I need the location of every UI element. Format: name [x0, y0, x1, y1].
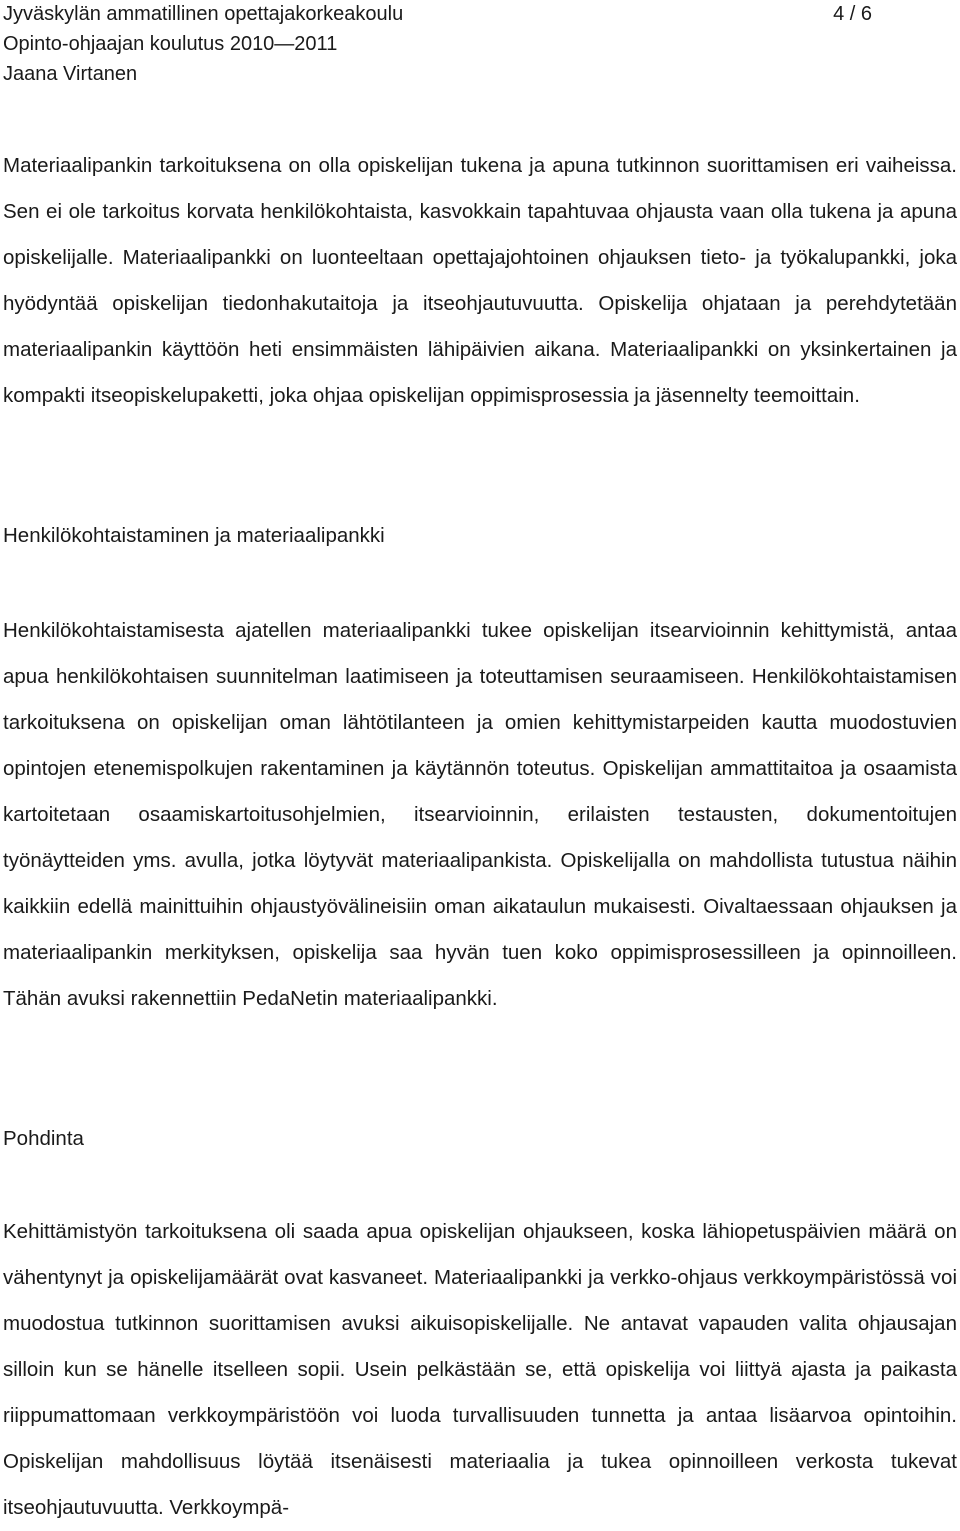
institution-name: Jyväskylän ammatillinen opettajakorkeakoulu [3, 3, 404, 25]
paragraph-intro: Materiaalipankin tarkoituksena on olla opiskelijan tukena ja apuna tutkinnon suorittamisen eri vaiheissa. Sen ei ole tarkoitus korvata henkilökohtaista, kasvokkain tapahtuvaa ohjausta vaan olla tukena ja apuna opiskelijalle. Materiaalipankki on luonteeltaan opettajajohtoinen ohjauksen tieto- ja työkalupankki, joka hyödyntää opiskelijan tiedonhakutaitoja ja itseohjautuvuutta. Opiskelija ohjataan ja perehdytetään materiaalipankin käyttöön heti ensimmäisten lähipäivien aikana. Materiaalipankki on yksinkertainen ja kompakti itseopiskelupaketti, joka ohjaa opiskelijan oppimisprosessia ja jäsennelty teemoittain. [3, 154, 957, 407]
paragraph-personalization: Henkilökohtaistamisesta ajatellen materiaalipankki tukee opiskelijan itsearvioinnin kehittymistä, antaa apua henkilökohtaisen suunnitelman laatimiseen ja toteuttamisen seuraamiseen. Henkilökohtaistamisen tarkoituksena on opiskelijan oman lähtötilanteen ja omien kehittymistarpeiden kautta muodostuvien opintojen etenemispolkujen rakentaminen ja käytännön toteutus. Opiskelijan ammattitaitoa ja osaamista kartoitetaan osaamiskartoitusohjelmien, itsearvioinnin, erilaisten testausten, dokumentoitujen työnäytteiden yms. avulla, jotka löytyvät materiaalipankista. Opiskelijalla on mahdollista tutustua näihin kaikkiin edellä mainittuihin ohjaustyövälineisiin oman aikataulun mukaisesti. Oivaltaessaan ohjauksen ja materiaalipankin merkityksen, opiskelija saa hyvän tuen koko oppimisprosessilleen ja opinnoilleen. Tähän avuksi rakennettiin PedaNetin materiaalipankki. [3, 619, 957, 1010]
page-number: 4 / 6 [833, 3, 872, 25]
paragraph-reflection: Kehittämistyön tarkoituksena oli saada apua opiskelijan ohjaukseen, koska lähiopetuspäivien määrä on vähentynyt ja opiskelijamäärät ovat kasvaneet. Materiaalipankki ja verkko-ohjaus verkkoympäristössä voi muodostua tutkinnon suorittamisen avuksi aikuisopiskelijalle. Ne antavat vapauden valita ohjausajan silloin kun se hänelle itselleen sopii. Usein pelkästään se, että opiskelija voi liittyä ajasta ja paikasta riippumattomaan verkkoympäristöön voi luoda turvallisuuden tunnetta ja antaa lisäarvoa opintoihin. Opiskelijan mahdollisuus löytää itsenäisesti materiaalia ja tukea opinnoilleen verkosta tukevat itseohjautuvuutta. Verkkoympä- [3, 1220, 957, 1519]
section-heading-personalization: Henkilökohtaistaminen ja materiaalipankki [3, 524, 385, 547]
header-line-1 [3, 0, 957, 29]
header-author: Jaana Virtanen [3, 63, 138, 85]
section-heading-reflection: Pohdinta [3, 1127, 84, 1150]
page-header [3, 0, 957, 89]
header-program: Opinto-ohjaajan koulutus 2010—2011 [3, 33, 338, 55]
